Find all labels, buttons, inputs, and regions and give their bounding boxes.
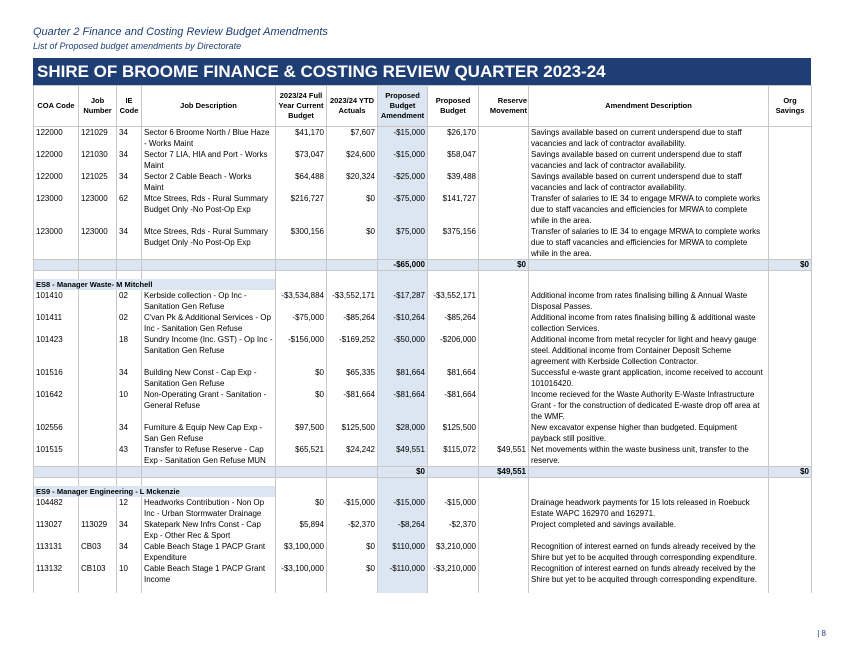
cell-proposed: $375,156 — [428, 226, 479, 260]
cell-org — [769, 563, 812, 585]
cell-proposed: $39,488 — [428, 171, 479, 193]
cell-amend: -$50,000 — [378, 334, 428, 367]
cell-desc: Cable Beach Stage 1 PACP Grant Income — [142, 563, 276, 585]
empty-cell — [34, 260, 79, 271]
cell-desc: C'van Pk & Additional Services - Op Inc - Sanitation Gen Refuse — [142, 312, 276, 334]
cell-ytd: $0 — [327, 226, 378, 260]
cell-org — [769, 422, 812, 444]
report-banner: SHIRE OF BROOME FINANCE & COSTING REVIEW QUARTER 2023-24 — [33, 58, 811, 85]
empty-cell — [117, 478, 142, 487]
table-row — [34, 290, 812, 312]
cell-amend: -$10,264 — [378, 312, 428, 334]
cell-proposed: -$206,000 — [428, 334, 479, 367]
total-amend: $0 — [378, 467, 428, 478]
total-org: $0 — [769, 260, 812, 271]
empty-cell — [79, 478, 117, 487]
cell-amend: -$81,664 — [378, 389, 428, 422]
cell-budget: $0 — [276, 497, 327, 519]
empty-cell — [79, 585, 117, 593]
empty-cell — [479, 585, 529, 593]
cell-ytd: $20,324 — [327, 171, 378, 193]
cell-ie: 34 — [117, 519, 142, 541]
cell-org — [769, 171, 812, 193]
table-row — [34, 519, 812, 541]
cell-job: 123000 — [79, 193, 117, 226]
col-ytd: 2023/24 YTD Actuals — [327, 86, 378, 127]
cell-amend: $49,551 — [378, 444, 428, 467]
cell-coa: 113131 — [34, 541, 79, 563]
col-desc: Job Description — [142, 86, 276, 127]
cell-ytd: $65,335 — [327, 367, 378, 389]
cell-org — [769, 334, 812, 367]
cell-job: 123000 — [79, 226, 117, 260]
cell-coa: 101515 — [34, 444, 79, 467]
cell-ytd: -$2,370 — [327, 519, 378, 541]
empty-cell — [142, 467, 276, 478]
cell-coa: 122000 — [34, 149, 79, 171]
cell-reserve — [479, 497, 529, 519]
table-row — [34, 149, 812, 171]
cell-ie: 43 — [117, 444, 142, 467]
table-row — [34, 127, 812, 150]
cell-note: Net movements within the waste business unit, transfer to the reserve. — [529, 444, 769, 467]
cell-reserve: $49,551 — [479, 444, 529, 467]
cell-budget: $5,894 — [276, 519, 327, 541]
section-title: ES8 - Manager Waste- M Mitchell — [34, 279, 276, 290]
cell-budget: $65,521 — [276, 444, 327, 467]
cell-desc: Skatepark New Infrs Const - Cap Exp - Other Rec & Sport — [142, 519, 276, 541]
cell-amend: -$15,000 — [378, 127, 428, 150]
cell-note: Savings available based on current underspend due to staff vacancies and lack of contractor availability. — [529, 127, 769, 150]
table-row — [34, 497, 812, 519]
cell-job: 121029 — [79, 127, 117, 150]
cell-reserve — [479, 171, 529, 193]
budget-amendments-table — [33, 85, 812, 593]
section-header-row — [34, 486, 812, 497]
cell-coa: 104482 — [34, 497, 79, 519]
table-row — [34, 193, 812, 226]
cell-job — [79, 444, 117, 467]
col-proposed: Proposed Budget — [428, 86, 479, 127]
cell-reserve — [479, 519, 529, 541]
cell-job — [79, 290, 117, 312]
cell-note: Recognition of interest earned on funds already received by the Shire but yet to be acquited through corresponding expenditure. — [529, 563, 769, 585]
cell-ie: 34 — [117, 367, 142, 389]
cell-ie: 10 — [117, 563, 142, 585]
cell-desc: Kerbside collection - Op Inc - Sanitation Gen Refuse — [142, 290, 276, 312]
cell-note: Savings available based on current underspend due to staff vacancies and lack of contractor availability. — [529, 171, 769, 193]
cell-org — [769, 193, 812, 226]
empty-cell — [529, 260, 769, 271]
empty-cell — [529, 585, 769, 593]
cell-org — [769, 367, 812, 389]
cell-coa: 101423 — [34, 334, 79, 367]
cell-budget: $73,047 — [276, 149, 327, 171]
empty-cell — [34, 585, 79, 593]
cell-budget: $0 — [276, 389, 327, 422]
cell-reserve — [479, 312, 529, 334]
empty-cell — [117, 585, 142, 593]
empty-cell — [327, 260, 378, 271]
cell-reserve — [479, 367, 529, 389]
cell-ytd: $0 — [327, 541, 378, 563]
empty-cell — [428, 271, 479, 280]
cell-org — [769, 497, 812, 519]
empty-cell — [479, 486, 529, 497]
cell-budget: -$3,100,000 — [276, 563, 327, 585]
cell-reserve — [479, 149, 529, 171]
empty-cell — [479, 279, 529, 290]
empty-cell — [428, 585, 479, 593]
cell-note: Project completed and savings available. — [529, 519, 769, 541]
cell-ie: 34 — [117, 149, 142, 171]
cell-budget: $216,727 — [276, 193, 327, 226]
empty-cell — [769, 478, 812, 487]
col-amend: Proposed Budget Amendment — [378, 86, 428, 127]
cell-amend: -$15,000 — [378, 497, 428, 519]
cell-org — [769, 389, 812, 422]
cell-proposed: $58,047 — [428, 149, 479, 171]
empty-cell — [378, 585, 428, 593]
cell-org — [769, 290, 812, 312]
empty-cell — [529, 271, 769, 280]
empty-cell — [378, 478, 428, 487]
cell-amend: $81,664 — [378, 367, 428, 389]
cell-amend: -$75,000 — [378, 193, 428, 226]
cell-org — [769, 149, 812, 171]
cell-proposed: $125,500 — [428, 422, 479, 444]
total-row — [34, 260, 812, 271]
cell-ie: 10 — [117, 389, 142, 422]
col-amend-desc: Amendment Description — [529, 86, 769, 127]
empty-cell — [378, 486, 428, 497]
cell-desc: Sector 7 LIA, HIA and Port - Works Maint — [142, 149, 276, 171]
empty-cell — [529, 467, 769, 478]
cell-desc: Mtce Strees, Rds - Rural Summary Budget Only -No Post-Op Exp — [142, 226, 276, 260]
empty-cell — [428, 260, 479, 271]
cell-job: 113029 — [79, 519, 117, 541]
empty-cell — [428, 478, 479, 487]
cell-note: Income recieved for the Waste Authority E-Waste Infrastructure Grant - for the construction of dedicated E-waste drop off area at the WMF. — [529, 389, 769, 422]
col-org: Org Savings — [769, 86, 812, 127]
table-row — [34, 444, 812, 467]
cell-coa: 122000 — [34, 127, 79, 150]
cell-note: New excavator expense higher than budgeted. Equipment payback still positive. — [529, 422, 769, 444]
cell-org — [769, 519, 812, 541]
cell-proposed: -$3,210,000 — [428, 563, 479, 585]
empty-cell — [769, 271, 812, 280]
page-number: | 8 — [817, 629, 826, 638]
empty-cell — [276, 467, 327, 478]
cell-proposed: -$15,000 — [428, 497, 479, 519]
cell-coa: 113027 — [34, 519, 79, 541]
cell-coa: 123000 — [34, 193, 79, 226]
cell-ytd: $24,600 — [327, 149, 378, 171]
empty-cell — [327, 467, 378, 478]
empty-cell — [327, 486, 378, 497]
report-subtitle: List of Proposed budget amendments by Directorate — [33, 41, 242, 51]
cell-note: Additional income from rates finalising billing & additional waste collection Services. — [529, 312, 769, 334]
empty-cell — [117, 260, 142, 271]
cell-reserve — [479, 541, 529, 563]
empty-cell — [142, 478, 276, 487]
empty-cell — [769, 486, 812, 497]
empty-cell — [79, 260, 117, 271]
cell-coa: 101410 — [34, 290, 79, 312]
empty-cell — [378, 271, 428, 280]
cell-coa: 113132 — [34, 563, 79, 585]
empty-cell — [327, 271, 378, 280]
cell-coa: 101642 — [34, 389, 79, 422]
total-reserve: $49,551 — [479, 467, 529, 478]
cell-note: Successful e-waste grant application, income received to account 101016420. — [529, 367, 769, 389]
cell-ie: 02 — [117, 290, 142, 312]
cell-ie: 18 — [117, 334, 142, 367]
empty-cell — [479, 478, 529, 487]
cell-job — [79, 334, 117, 367]
cell-proposed: $81,664 — [428, 367, 479, 389]
empty-cell — [529, 486, 769, 497]
cell-ytd: -$85,264 — [327, 312, 378, 334]
cell-note: Savings available based on current underspend due to staff vacancies and lack of contractor availability. — [529, 149, 769, 171]
cell-ie: 12 — [117, 497, 142, 519]
cell-reserve — [479, 563, 529, 585]
cell-ytd: -$169,252 — [327, 334, 378, 367]
cell-budget: $97,500 — [276, 422, 327, 444]
cell-proposed: $26,170 — [428, 127, 479, 150]
report-title: Quarter 2 Finance and Costing Review Budget Amendments — [33, 26, 328, 38]
cell-reserve — [479, 422, 529, 444]
cell-ytd: $0 — [327, 563, 378, 585]
cell-coa: 122000 — [34, 171, 79, 193]
empty-cell — [769, 585, 812, 593]
cell-proposed: $141,727 — [428, 193, 479, 226]
cell-org — [769, 226, 812, 260]
cell-job — [79, 389, 117, 422]
empty-cell — [142, 271, 276, 280]
cell-desc: Cable Beach Stage 1 PACP Grant Expenditure — [142, 541, 276, 563]
table-row — [34, 334, 812, 367]
cell-desc: Furniture & Equip New Cap Exp - San Gen Refuse — [142, 422, 276, 444]
cell-reserve — [479, 290, 529, 312]
empty-cell — [428, 486, 479, 497]
total-amend: -$65,000 — [378, 260, 428, 271]
cell-note: Additional income from metal recycler for light and heavy gauge steel. Additional income from Container Deposit Scheme agreement with Kerbside Collection Contractor. — [529, 334, 769, 367]
empty-cell — [378, 279, 428, 290]
cell-note: Additional income from rates finalising billing & Annual Waste Disposal Passes. — [529, 290, 769, 312]
empty-cell — [428, 279, 479, 290]
cell-reserve — [479, 226, 529, 260]
table-header-row — [34, 86, 812, 127]
col-budget: 2023/24 Full Year Current Budget — [276, 86, 327, 127]
empty-cell — [327, 279, 378, 290]
cell-job — [79, 312, 117, 334]
cell-coa: 123000 — [34, 226, 79, 260]
cell-job — [79, 497, 117, 519]
empty-cell — [276, 279, 327, 290]
cell-amend: $75,000 — [378, 226, 428, 260]
cell-desc: Sundry Income (Inc. GST) - Op Inc - Sanitation Gen Refuse — [142, 334, 276, 367]
table-row — [34, 312, 812, 334]
cell-proposed: $3,210,000 — [428, 541, 479, 563]
cell-reserve — [479, 193, 529, 226]
cell-org — [769, 541, 812, 563]
empty-cell — [142, 585, 276, 593]
table-row — [34, 226, 812, 260]
table-row — [34, 389, 812, 422]
spacer-row — [34, 585, 812, 593]
empty-cell — [34, 478, 79, 487]
cell-budget: $64,488 — [276, 171, 327, 193]
total-reserve: $0 — [479, 260, 529, 271]
empty-cell — [79, 271, 117, 280]
cell-reserve — [479, 334, 529, 367]
empty-cell — [79, 467, 117, 478]
cell-job: CB103 — [79, 563, 117, 585]
cell-ie: 34 — [117, 127, 142, 150]
cell-ie: 34 — [117, 171, 142, 193]
cell-desc: Mtce Strees, Rds - Rural Summary Budget Only -No Post-Op Exp — [142, 193, 276, 226]
empty-cell — [529, 279, 769, 290]
table-row — [34, 541, 812, 563]
cell-amend: -$17,287 — [378, 290, 428, 312]
cell-ie: 34 — [117, 541, 142, 563]
empty-cell — [34, 271, 79, 280]
cell-desc: Sector 2 Cable Beach - Works Maint — [142, 171, 276, 193]
cell-proposed: -$81,664 — [428, 389, 479, 422]
empty-cell — [327, 585, 378, 593]
cell-note: Drainage headwork payments for 15 lots released in Roebuck Estate WAPC 162970 and 162971. — [529, 497, 769, 519]
cell-job: CB03 — [79, 541, 117, 563]
cell-amend: -$8,264 — [378, 519, 428, 541]
cell-org — [769, 127, 812, 150]
cell-desc: Sector 6 Broome North / Blue Haze - Works Maint — [142, 127, 276, 150]
cell-ytd: $24,242 — [327, 444, 378, 467]
cell-budget: -$156,000 — [276, 334, 327, 367]
table-row — [34, 171, 812, 193]
cell-job: 121025 — [79, 171, 117, 193]
empty-cell — [34, 467, 79, 478]
cell-ytd: -$3,552,171 — [327, 290, 378, 312]
cell-ie: 34 — [117, 422, 142, 444]
table-row — [34, 367, 812, 389]
cell-amend: -$15,000 — [378, 149, 428, 171]
cell-ytd: -$81,664 — [327, 389, 378, 422]
cell-ytd: -$15,000 — [327, 497, 378, 519]
cell-note: Transfer of salaries to IE 34 to engage MRWA to complete works due to staff vacancies and efficiencies for MRWA to complete while in the area. — [529, 226, 769, 260]
cell-note: Recognition of interest earned on funds already received by the Shire but yet to be acquited through corresponding expenditure. — [529, 541, 769, 563]
empty-cell — [276, 271, 327, 280]
cell-reserve — [479, 389, 529, 422]
spacer-row — [34, 271, 812, 280]
cell-proposed: -$85,264 — [428, 312, 479, 334]
total-org: $0 — [769, 467, 812, 478]
total-row — [34, 467, 812, 478]
empty-cell — [117, 467, 142, 478]
cell-budget: $300,156 — [276, 226, 327, 260]
spacer-row — [34, 478, 812, 487]
empty-cell — [276, 260, 327, 271]
cell-ytd: $7,607 — [327, 127, 378, 150]
table-row — [34, 422, 812, 444]
cell-ie: 02 — [117, 312, 142, 334]
empty-cell — [769, 279, 812, 290]
cell-amend: $28,000 — [378, 422, 428, 444]
col-ie: IE Code — [117, 86, 142, 127]
cell-desc: Building New Const - Cap Exp - Sanitation Gen Refuse — [142, 367, 276, 389]
section-header-row — [34, 279, 812, 290]
empty-cell — [479, 271, 529, 280]
empty-cell — [276, 486, 327, 497]
empty-cell — [276, 478, 327, 487]
empty-cell — [529, 478, 769, 487]
cell-coa: 102556 — [34, 422, 79, 444]
col-job: Job Number — [79, 86, 117, 127]
cell-note: Transfer of salaries to IE 34 to engage MRWA to complete works due to staff vacancies and efficiencies for MRWA to complete while in the area. — [529, 193, 769, 226]
col-coa: COA Code — [34, 86, 79, 127]
empty-cell — [327, 478, 378, 487]
cell-budget: $41,170 — [276, 127, 327, 150]
empty-cell — [276, 585, 327, 593]
cell-org — [769, 444, 812, 467]
cell-ytd: $0 — [327, 193, 378, 226]
cell-amend: $110,000 — [378, 541, 428, 563]
cell-org — [769, 312, 812, 334]
cell-amend: -$110,000 — [378, 563, 428, 585]
cell-budget: $0 — [276, 367, 327, 389]
cell-desc: Transfer to Refuse Reserve - Cap Exp - Sanitation Gen Refuse MUN — [142, 444, 276, 467]
cell-coa: 101516 — [34, 367, 79, 389]
empty-cell — [142, 260, 276, 271]
cell-proposed: -$3,552,171 — [428, 290, 479, 312]
cell-amend: -$25,000 — [378, 171, 428, 193]
cell-desc: Headworks Contribution - Non Op Inc - Urban Stormwater Drainage — [142, 497, 276, 519]
empty-cell — [117, 271, 142, 280]
cell-proposed: -$2,370 — [428, 519, 479, 541]
cell-job: 121030 — [79, 149, 117, 171]
cell-ie: 34 — [117, 226, 142, 260]
cell-ytd: $125,500 — [327, 422, 378, 444]
cell-budget: -$3,534,884 — [276, 290, 327, 312]
cell-job — [79, 422, 117, 444]
col-reserve: Reserve Movement — [479, 86, 529, 127]
cell-budget: $3,100,000 — [276, 541, 327, 563]
cell-reserve — [479, 127, 529, 150]
section-title: ES9 - Manager Engineering - L Mckenzie — [34, 486, 276, 497]
cell-desc: Non-Operating Grant - Sanitation - General Refuse — [142, 389, 276, 422]
cell-budget: -$75,000 — [276, 312, 327, 334]
cell-ie: 62 — [117, 193, 142, 226]
cell-coa: 101411 — [34, 312, 79, 334]
cell-proposed: $115,072 — [428, 444, 479, 467]
empty-cell — [428, 467, 479, 478]
table-row — [34, 563, 812, 585]
cell-job — [79, 367, 117, 389]
table-body — [34, 127, 812, 594]
